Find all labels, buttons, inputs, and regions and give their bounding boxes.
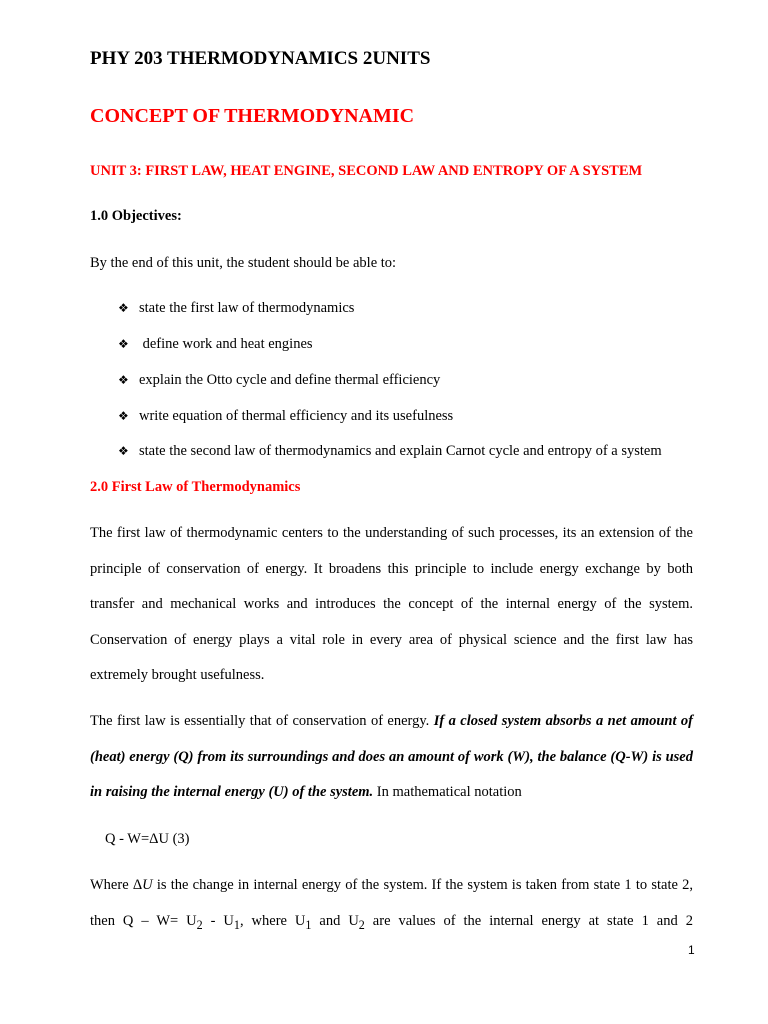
page-number: 1 — [688, 943, 695, 957]
text-run: is the change in internal energy of the system. If the system is taken from state 1 to state 2, then Q – W= U — [90, 877, 693, 929]
diamond-bullet-icon: ❖ — [118, 301, 129, 315]
statement-lead: The first law is essentially that of conservation of energy. — [90, 713, 434, 729]
objective-item — [118, 372, 440, 389]
subscript: 2 — [358, 917, 365, 932]
concept-title: CONCEPT OF THERMODYNAMIC — [90, 105, 415, 127]
text-run: Where Δ — [90, 877, 143, 893]
paragraph-first-law-intro: The first law of thermodynamic centers to the understanding of such processes, its an extension of the principle of conservation of energy. It broadens this principle to include energy exchange by both transfer and mechanical works and introduces the concept of the internal energy of the system. Conservation of energy plays a vital role in every area of physical science and the first law has extremely brought usefulness. — [90, 525, 693, 684]
diamond-bullet-icon: ❖ — [118, 444, 129, 458]
text-run: , where U — [239, 912, 306, 929]
objective-item — [118, 443, 662, 460]
paragraph-first-law-statement — [90, 704, 693, 811]
diamond-bullet-icon: ❖ — [118, 373, 129, 387]
unit-title: UNIT 3: FIRST LAW, HEAT ENGINE, SECOND LAW AND ENTROPY OF A SYSTEM — [90, 163, 643, 179]
subscript: 1 — [305, 917, 312, 932]
section-heading: 2.0 First Law of Thermodynamics — [90, 479, 301, 495]
subscript: 2 — [196, 917, 203, 932]
objective-text: define work and heat engines — [139, 336, 313, 352]
statement-tail: In mathematical notation — [373, 784, 522, 801]
statement-emphasis: If a closed system absorbs a net amount of (heat) energy (Q) from its surroundings and does an amount of work (W), the balance (Q-W) is used in raising the internal energy (U) of the system. — [90, 713, 694, 801]
diamond-bullet-icon: ❖ — [118, 337, 129, 351]
objective-text: state the second law of thermodynamics and explain Carnot cycle and entropy of a system — [139, 443, 662, 459]
objective-item — [118, 300, 354, 317]
objectives-intro: By the end of this unit, the student should be able to: — [90, 255, 397, 271]
text-run: - U — [202, 912, 234, 929]
objectives-heading: 1.0 Objectives: — [90, 208, 182, 224]
text-run: are values of the internal energy at state 1 and 2 — [364, 912, 693, 929]
diamond-bullet-icon: ❖ — [118, 409, 129, 423]
subscript: 1 — [233, 917, 240, 932]
variable-u: U — [142, 877, 153, 893]
objective-item — [118, 336, 313, 353]
objective-text: state the first law of thermodynamics — [139, 300, 355, 316]
objective-item — [118, 408, 453, 425]
course-title: PHY 203 THERMODYNAMICS 2UNITS — [90, 48, 431, 69]
paragraph-internal-energy — [90, 868, 693, 940]
objective-text: explain the Otto cycle and define thermal efficiency — [139, 372, 441, 388]
objective-text: write equation of thermal efficiency and its usefulness — [139, 408, 454, 424]
text-run: and U — [311, 912, 359, 929]
equation: Q - W=ΔU (3) — [105, 831, 190, 847]
